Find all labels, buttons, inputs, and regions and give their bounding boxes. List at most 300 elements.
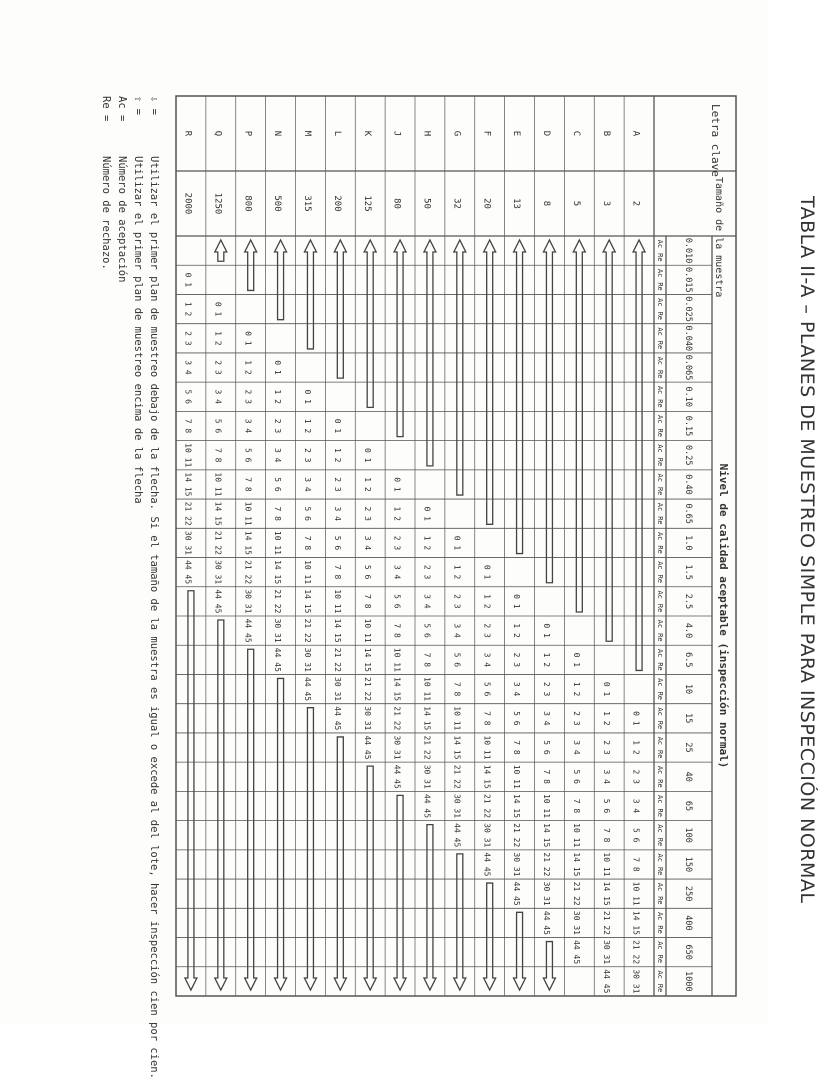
row-code-letter: F bbox=[481, 130, 492, 137]
acre-pair: 14 15 bbox=[631, 910, 641, 935]
acre-pair: 5 6 bbox=[332, 535, 342, 551]
acre-pair: 7 8 bbox=[392, 623, 402, 638]
ac-label: Ac bbox=[656, 327, 664, 336]
acre-pair: 44 45 bbox=[362, 735, 372, 760]
legend-text: Número de rechazo. bbox=[100, 156, 112, 270]
re-label: Re bbox=[656, 866, 664, 876]
aql-header: Nivel de calidad aceptable (inspección normal) bbox=[717, 463, 730, 769]
legend bbox=[98, 96, 162, 1079]
acre-pair: 2 3 bbox=[303, 448, 313, 463]
acre-pair: 5 6 bbox=[422, 623, 432, 638]
aql-level-label: 400 bbox=[683, 915, 693, 931]
arrow-left-icon bbox=[334, 240, 346, 378]
row-sample-size: 13 bbox=[511, 198, 522, 209]
acre-pair: 0 1 bbox=[273, 360, 283, 375]
acre-pair: 30 31 bbox=[183, 530, 193, 555]
acre-pair: 21 22 bbox=[392, 706, 402, 731]
acre-pair: 30 31 bbox=[482, 823, 492, 848]
aql-level-label: 0.010 bbox=[683, 237, 693, 264]
acre-pair: 30 31 bbox=[332, 677, 342, 702]
acre-pair: 1 2 bbox=[512, 623, 522, 638]
arrow-right-icon bbox=[514, 912, 526, 990]
acre-pair: 44 45 bbox=[512, 881, 522, 906]
aql-level-label: 4.0 bbox=[683, 622, 693, 639]
ac-label: Ac bbox=[656, 765, 664, 775]
acre-pair: 7 8 bbox=[452, 681, 462, 697]
acre-pair: 3 4 bbox=[213, 389, 223, 404]
legend-row bbox=[130, 96, 146, 996]
acre-pair: 2 3 bbox=[542, 681, 552, 697]
acre-pair: 5 6 bbox=[243, 448, 253, 463]
ac-label: Ac bbox=[656, 648, 664, 658]
acre-pair: 5 6 bbox=[183, 389, 193, 404]
acre-pair: 5 6 bbox=[601, 798, 611, 814]
aql-level-label: 0.15 bbox=[683, 415, 693, 437]
acre-pair: 1 2 bbox=[542, 652, 552, 668]
acre-pair: 21 22 bbox=[422, 735, 432, 760]
sampling-plan-table bbox=[176, 96, 736, 996]
arrow-right-icon bbox=[543, 942, 555, 990]
acre-pair: 44 45 bbox=[273, 647, 283, 672]
aql-level-label: 650 bbox=[683, 944, 693, 960]
ac-label: Ac bbox=[656, 415, 664, 424]
re-label: Re bbox=[656, 691, 664, 701]
re-label: Re bbox=[656, 983, 664, 993]
arrow-right-icon bbox=[394, 795, 406, 990]
acre-pair: 10 11 bbox=[571, 823, 581, 848]
acre-pair: 10 11 bbox=[422, 677, 432, 702]
acre-pair: 3 4 bbox=[542, 711, 552, 726]
row-code-letter: H bbox=[421, 130, 432, 137]
acre-pair: 2 3 bbox=[362, 506, 372, 521]
acre-pair: 7 8 bbox=[273, 506, 283, 521]
aql-level-label: 0.65 bbox=[683, 503, 693, 524]
acre-pair: 14 15 bbox=[601, 881, 611, 906]
legend-row bbox=[98, 96, 114, 996]
acre-pair: 44 45 bbox=[422, 793, 432, 819]
acre-pair: 44 45 bbox=[243, 618, 253, 643]
acre-pair: 21 22 bbox=[183, 501, 193, 526]
row-sample-size: 8 bbox=[541, 200, 552, 207]
acre-pair: 14 15 bbox=[332, 618, 342, 643]
re-label: Re bbox=[656, 837, 664, 847]
row-sample-size: 32 bbox=[451, 198, 462, 209]
legend-row bbox=[114, 96, 130, 996]
ac-label: Ac bbox=[656, 385, 664, 395]
acre-pair: 21 22 bbox=[631, 940, 641, 965]
acre-pair: 14 15 bbox=[183, 472, 193, 497]
re-label: Re bbox=[656, 340, 664, 350]
aql-level-label: 0.065 bbox=[683, 354, 693, 381]
acre-pair: 0 1 bbox=[243, 331, 253, 346]
acre-pair: 10 11 bbox=[332, 589, 342, 614]
acre-pair: 1 2 bbox=[452, 564, 462, 580]
acre-pair: 14 15 bbox=[422, 706, 432, 731]
ac-label: Ac bbox=[656, 678, 664, 687]
acre-pair: 5 6 bbox=[452, 652, 462, 668]
acre-pair: 0 1 bbox=[422, 506, 432, 521]
row-sample-size: 800 bbox=[242, 195, 253, 212]
aql-level-label: 150 bbox=[683, 856, 693, 873]
arrow-right-icon bbox=[424, 825, 436, 990]
row-sample-size: 1250 bbox=[212, 192, 223, 215]
re-label: Re bbox=[656, 457, 664, 467]
row-sample-size: 500 bbox=[272, 195, 283, 212]
acre-pair: 3 4 bbox=[243, 418, 253, 434]
re-label: Re bbox=[656, 574, 664, 584]
acre-pair: 2 3 bbox=[213, 360, 223, 375]
row-code-letter: G bbox=[451, 130, 462, 137]
row-code-letter: R bbox=[182, 130, 193, 137]
acre-pair: 44 45 bbox=[482, 852, 492, 877]
ac-label: Ac bbox=[656, 298, 664, 307]
re-label: Re bbox=[656, 896, 664, 905]
arrow-right-icon bbox=[304, 708, 316, 990]
acre-pair: 10 11 bbox=[392, 647, 402, 672]
ac-label: Ac bbox=[656, 970, 664, 979]
ac-label: Ac bbox=[656, 356, 664, 366]
acre-pair: 1 2 bbox=[213, 331, 223, 346]
acre-pair: 2 3 bbox=[273, 418, 283, 434]
acre-pair: 0 1 bbox=[601, 681, 611, 697]
page-title: TABLA II-A – PLANES DE MUESTREO SIMPLE PARA INSPECCIÓN NORMAL bbox=[796, 196, 818, 904]
acre-pair: 5 6 bbox=[303, 506, 313, 521]
acre-pair: 7 8 bbox=[512, 740, 522, 755]
re-label: Re bbox=[656, 516, 664, 525]
acre-pair: 30 31 bbox=[512, 852, 522, 877]
aql-level-label: 250 bbox=[683, 886, 693, 902]
acre-pair: 14 15 bbox=[571, 852, 581, 877]
acre-pair: 3 4 bbox=[392, 564, 402, 580]
re-label: Re bbox=[656, 282, 664, 291]
acre-pair: 1 2 bbox=[482, 594, 492, 609]
row-code-letter: Q bbox=[212, 130, 223, 137]
acre-pair: 14 15 bbox=[512, 793, 522, 819]
row-code-letter: D bbox=[541, 130, 552, 137]
acre-pair: 14 15 bbox=[243, 530, 253, 555]
row-code-letter: J bbox=[391, 130, 402, 137]
acre-pair: 1 2 bbox=[601, 711, 611, 726]
row-code-letter: E bbox=[511, 130, 522, 137]
acre-pair: 5 6 bbox=[392, 594, 402, 609]
re-label: Re bbox=[656, 545, 664, 554]
ac-label: Ac bbox=[656, 795, 664, 804]
acre-pair: 44 45 bbox=[332, 706, 342, 731]
acre-pair: 2 3 bbox=[422, 564, 432, 580]
ac-label: Ac bbox=[656, 911, 664, 921]
acre-pair: 0 1 bbox=[392, 477, 402, 492]
acre-pair: 14 15 bbox=[362, 647, 372, 672]
acre-pair: 0 1 bbox=[183, 272, 193, 288]
arrow-right-icon bbox=[454, 854, 466, 990]
arrow-left-icon bbox=[573, 240, 585, 612]
acre-pair: 10 11 bbox=[273, 530, 283, 555]
row-sample-size: 200 bbox=[331, 195, 342, 212]
rotated-table-page bbox=[100, 96, 818, 1079]
acre-pair: 10 11 bbox=[362, 618, 372, 643]
acre-pair: 14 15 bbox=[482, 764, 492, 789]
row-sample-size: 2000 bbox=[182, 192, 193, 215]
row-code-letter: N bbox=[272, 130, 283, 137]
acre-pair: 7 8 bbox=[362, 594, 372, 609]
acre-pair: 7 8 bbox=[332, 564, 342, 580]
acre-pair: 2 3 bbox=[601, 740, 611, 755]
acre-pair: 3 4 bbox=[571, 740, 581, 755]
legend-symbol: ⇩ = bbox=[148, 96, 160, 115]
acre-pair: 2 3 bbox=[183, 331, 193, 346]
arrow-right-icon bbox=[484, 883, 496, 990]
ac-label: Ac bbox=[656, 268, 664, 278]
row-code-letter: M bbox=[302, 130, 313, 137]
legend-symbol: Re = bbox=[100, 96, 112, 122]
row-code-letter: A bbox=[630, 130, 641, 137]
acre-pair: 21 22 bbox=[332, 647, 342, 672]
ac-label: Ac bbox=[656, 473, 664, 482]
acre-pair: 7 8 bbox=[422, 652, 432, 668]
acre-pair: 10 11 bbox=[601, 852, 611, 877]
arrow-right-icon bbox=[334, 737, 346, 990]
arrow-right-icon bbox=[245, 649, 257, 990]
ac-label: Ac bbox=[656, 824, 664, 833]
acre-pair: 7 8 bbox=[482, 711, 492, 726]
arrow-left-icon bbox=[454, 240, 466, 495]
legend-text: Utilizar el primer plan de muestreo debajo de la flecha. Si el tamaño de la muestra es igual o excede al del lote, hacer inspección cien por cien. bbox=[148, 156, 160, 1079]
re-label: Re bbox=[656, 311, 664, 321]
acre-pair: 5 6 bbox=[482, 681, 492, 697]
arrow-left-icon bbox=[394, 240, 406, 437]
acre-pair: 1 2 bbox=[332, 448, 342, 463]
legend-text: Número de aceptación bbox=[116, 156, 128, 283]
acre-pair: 2 3 bbox=[571, 711, 581, 726]
legend-text: Utilizar el primer plan de muestreo encima de la flecha bbox=[132, 156, 144, 504]
re-label: Re bbox=[656, 925, 664, 934]
aql-level-label: 100 bbox=[683, 827, 693, 843]
acre-pair: 10 11 bbox=[542, 793, 552, 819]
acre-pair: 44 45 bbox=[452, 823, 462, 848]
ac-label: Ac bbox=[656, 531, 664, 541]
acre-pair: 21 22 bbox=[362, 677, 372, 702]
re-label: Re bbox=[656, 662, 664, 671]
acre-pair: 3 4 bbox=[303, 477, 313, 492]
acre-pair: 10 11 bbox=[512, 764, 522, 789]
acre-pair: 21 22 bbox=[273, 589, 283, 614]
legend-row bbox=[146, 96, 162, 1079]
acre-pair: 30 31 bbox=[452, 793, 462, 819]
row-sample-size: 80 bbox=[391, 198, 402, 209]
row-code-letter: L bbox=[331, 130, 342, 137]
acre-pair: 0 1 bbox=[452, 535, 462, 551]
ac-label: Ac bbox=[656, 853, 664, 862]
acre-pair: 0 1 bbox=[213, 301, 223, 317]
acre-pair: 7 8 bbox=[542, 769, 552, 784]
acre-pair: 3 4 bbox=[601, 769, 611, 784]
row-sample-size: 315 bbox=[302, 195, 313, 212]
row-sample-size: 125 bbox=[361, 195, 372, 212]
acre-pair: 7 8 bbox=[243, 477, 253, 492]
acre-pair: 30 31 bbox=[601, 940, 611, 965]
ac-label: Ac bbox=[656, 941, 664, 950]
acre-pair: 3 4 bbox=[452, 623, 462, 638]
row-code-letter: B bbox=[600, 130, 611, 137]
acre-pair: 44 45 bbox=[542, 910, 552, 935]
acre-pair: 3 4 bbox=[273, 448, 283, 463]
acre-pair: 5 6 bbox=[213, 418, 223, 434]
ac-label: Ac bbox=[656, 444, 664, 453]
acre-pair: 0 1 bbox=[482, 564, 492, 580]
acre-pair: 14 15 bbox=[542, 823, 552, 848]
ac-label: Ac bbox=[656, 619, 664, 629]
aql-level-label: 0.040 bbox=[683, 325, 693, 352]
arrow-right-icon bbox=[275, 678, 287, 990]
aql-level-label: 65 bbox=[683, 800, 693, 812]
acre-pair: 44 45 bbox=[213, 589, 223, 614]
aql-level-label: 0.40 bbox=[683, 474, 693, 495]
acre-pair: 1 2 bbox=[631, 740, 641, 755]
acre-pair: 30 31 bbox=[422, 764, 432, 789]
re-label: Re bbox=[656, 750, 664, 759]
acre-pair: 7 8 bbox=[183, 418, 193, 434]
acre-pair: 14 15 bbox=[213, 501, 223, 526]
ac-label: Ac bbox=[656, 707, 664, 716]
aql-level-label: 10 bbox=[683, 683, 693, 695]
acre-pair: 2 3 bbox=[482, 623, 492, 638]
aql-level-label: 40 bbox=[683, 771, 693, 782]
acre-pair: 0 1 bbox=[631, 711, 641, 726]
acre-pair: 0 1 bbox=[362, 448, 372, 463]
acre-pair: 21 22 bbox=[512, 823, 522, 848]
arrow-left-icon bbox=[514, 240, 526, 554]
acre-pair: 0 1 bbox=[542, 623, 552, 638]
acre-pair: 30 31 bbox=[243, 589, 253, 614]
acre-pair: 10 11 bbox=[213, 472, 223, 497]
code-letter-header: Letra clave bbox=[709, 104, 722, 177]
acre-pair: 30 31 bbox=[213, 560, 223, 585]
acre-pair: 21 22 bbox=[243, 560, 253, 585]
acre-pair: 0 1 bbox=[571, 652, 581, 668]
acre-pair: 10 11 bbox=[183, 443, 193, 468]
row-sample-size: 20 bbox=[481, 198, 492, 209]
acre-pair: 2 3 bbox=[332, 477, 342, 492]
aql-level-label: 15 bbox=[683, 713, 693, 724]
re-label: Re bbox=[656, 720, 664, 730]
re-label: Re bbox=[656, 779, 664, 788]
re-label: Re bbox=[656, 633, 664, 642]
acre-pair: 3 4 bbox=[512, 681, 522, 697]
acre-pair: 1 2 bbox=[422, 535, 432, 551]
acre-pair: 10 11 bbox=[303, 560, 313, 585]
acre-pair: 21 22 bbox=[482, 793, 492, 819]
acre-pair: 30 31 bbox=[571, 910, 581, 935]
re-label: Re bbox=[656, 954, 664, 964]
acre-pair: 30 31 bbox=[392, 735, 402, 760]
aql-level-label: 0.015 bbox=[683, 267, 693, 293]
acre-pair: 10 11 bbox=[482, 735, 492, 760]
acre-pair: 10 11 bbox=[631, 881, 641, 906]
acre-pair: 1 2 bbox=[571, 681, 581, 697]
row-sample-size: 2 bbox=[630, 200, 641, 207]
acre-pair: 30 31 bbox=[631, 969, 641, 994]
aql-level-label: 0.025 bbox=[683, 296, 693, 322]
sample-size-header: Tamaño de la muestra bbox=[713, 177, 724, 298]
acre-pair: 3 4 bbox=[631, 798, 641, 814]
acre-pair: 7 8 bbox=[631, 857, 641, 872]
acre-pair: 5 6 bbox=[362, 564, 372, 580]
row-sample-size: 3 bbox=[600, 200, 611, 207]
acre-pair: 30 31 bbox=[362, 706, 372, 731]
acre-pair: 30 31 bbox=[273, 618, 283, 643]
acre-pair: 1 2 bbox=[243, 360, 253, 375]
aql-level-label: 0.25 bbox=[683, 444, 693, 466]
acre-pair: 0 1 bbox=[512, 594, 522, 609]
acre-pair: 44 45 bbox=[183, 560, 193, 585]
acre-pair: 10 11 bbox=[452, 706, 462, 731]
row-sample-size: 5 bbox=[570, 200, 581, 207]
acre-pair: 14 15 bbox=[392, 677, 402, 702]
acre-pair: 7 8 bbox=[213, 448, 223, 463]
acre-pair: 7 8 bbox=[571, 798, 581, 814]
re-label: Re bbox=[656, 486, 664, 496]
row-code-letter: K bbox=[361, 130, 372, 137]
acre-pair: 1 2 bbox=[273, 389, 283, 404]
arrow-right-icon bbox=[364, 766, 376, 990]
acre-pair: 5 6 bbox=[631, 828, 641, 843]
ac-label: Ac bbox=[656, 882, 664, 892]
acre-pair: 2 3 bbox=[512, 652, 522, 668]
ac-label: Ac bbox=[656, 736, 664, 746]
aql-level-label: 1.5 bbox=[683, 564, 693, 580]
acre-pair: 21 22 bbox=[303, 618, 313, 643]
acre-pair: 21 22 bbox=[213, 530, 223, 555]
acre-pair: 21 22 bbox=[452, 764, 462, 789]
acre-pair: 2 3 bbox=[452, 594, 462, 609]
acre-pair: 3 4 bbox=[362, 535, 372, 551]
aql-level-label: 6.5 bbox=[683, 652, 693, 668]
arrow-right-icon bbox=[215, 620, 227, 990]
acre-pair: 3 4 bbox=[183, 360, 193, 375]
re-label: Re bbox=[656, 370, 664, 379]
acre-pair: 2 3 bbox=[392, 535, 402, 551]
re-label: Re bbox=[656, 808, 664, 817]
acre-pair: 7 8 bbox=[601, 828, 611, 843]
arrow-right-icon bbox=[185, 591, 197, 990]
acre-pair: 14 15 bbox=[303, 589, 313, 614]
row-code-letter: C bbox=[570, 130, 581, 137]
acre-pair: 1 2 bbox=[303, 418, 313, 434]
acre-pair: 5 6 bbox=[273, 477, 283, 492]
re-label: Re bbox=[656, 603, 664, 613]
row-code-letter: P bbox=[242, 130, 253, 137]
legend-symbol: Ac = bbox=[116, 96, 128, 122]
aql-level-label: 2.5 bbox=[683, 593, 693, 610]
acre-pair: 21 22 bbox=[542, 852, 552, 877]
acre-pair: 0 1 bbox=[332, 418, 342, 434]
re-label: Re bbox=[656, 253, 664, 262]
aql-level-label: 0.10 bbox=[683, 386, 693, 408]
ac-label: Ac bbox=[656, 239, 664, 249]
acre-pair: 3 4 bbox=[332, 506, 342, 521]
acre-pair: 1 2 bbox=[183, 301, 193, 317]
aql-level-label: 25 bbox=[683, 742, 693, 753]
acre-pair: 44 45 bbox=[601, 969, 611, 994]
row-sample-size: 50 bbox=[421, 198, 432, 209]
ac-label: Ac bbox=[656, 590, 664, 599]
acre-pair: 21 22 bbox=[571, 881, 581, 906]
arrow-left-icon bbox=[215, 240, 227, 261]
acre-pair: 5 6 bbox=[542, 740, 552, 755]
acre-pair: 5 6 bbox=[571, 769, 581, 784]
acre-pair: 2 3 bbox=[243, 389, 253, 404]
acre-pair: 7 8 bbox=[303, 535, 313, 551]
